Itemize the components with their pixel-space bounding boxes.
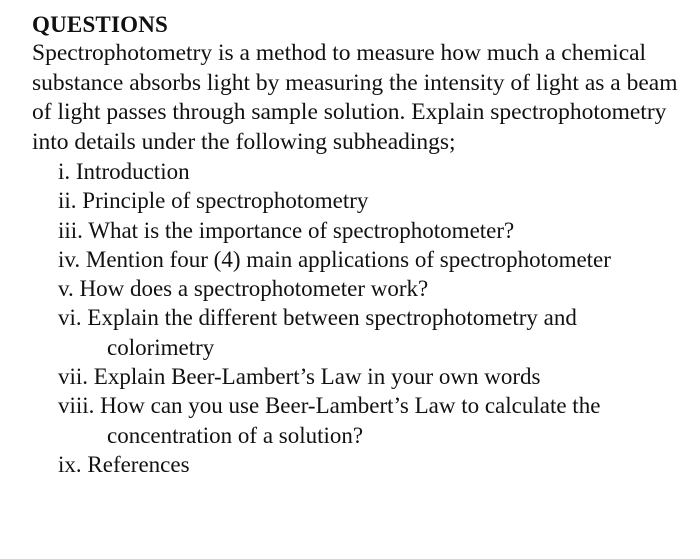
list-item-text: vii. Explain Beer-Lambert’s Law in your own words [58, 364, 541, 390]
list-item [58, 186, 682, 215]
document [32, 10, 682, 479]
list-item [58, 245, 682, 274]
list-item-text: iv. Mention four (4) main applications of spectrophotometer [58, 246, 611, 272]
list-item [58, 303, 682, 362]
list-item-text: viii. How can you use Beer-Lambert’s Law to calculate the [58, 393, 601, 419]
list-item-text: vi. Explain the different between spectrophotometry and [58, 305, 577, 331]
intro-paragraph: Spectrophotometry is a method to measure how much a chemical substance absorbs light by measuring the intensity of light as a beam of light passes through sample solution. Explain spectrophotometry into details under the following subheadings; [32, 40, 678, 155]
list-item-text: v. How does a spectrophotometer work? [58, 276, 429, 302]
list-item-continuation: concentration of a solution? [107, 422, 364, 448]
subheading-list [32, 157, 682, 479]
list-item [58, 157, 682, 186]
list-item-continuation: colorimetry [107, 334, 215, 360]
list-item [58, 274, 682, 303]
list-item [58, 450, 682, 479]
list-item [58, 391, 682, 450]
list-item-text: ix. References [58, 451, 190, 477]
heading: QUESTIONS [32, 12, 169, 37]
list-item-text: i. Introduction [58, 159, 190, 184]
list-item-text: iii. What is the importance of spectrophotometer? [58, 217, 515, 243]
list-item-text: ii. Principle of spectrophotometry [58, 188, 369, 214]
list-item [58, 216, 682, 245]
list-item [58, 362, 682, 391]
